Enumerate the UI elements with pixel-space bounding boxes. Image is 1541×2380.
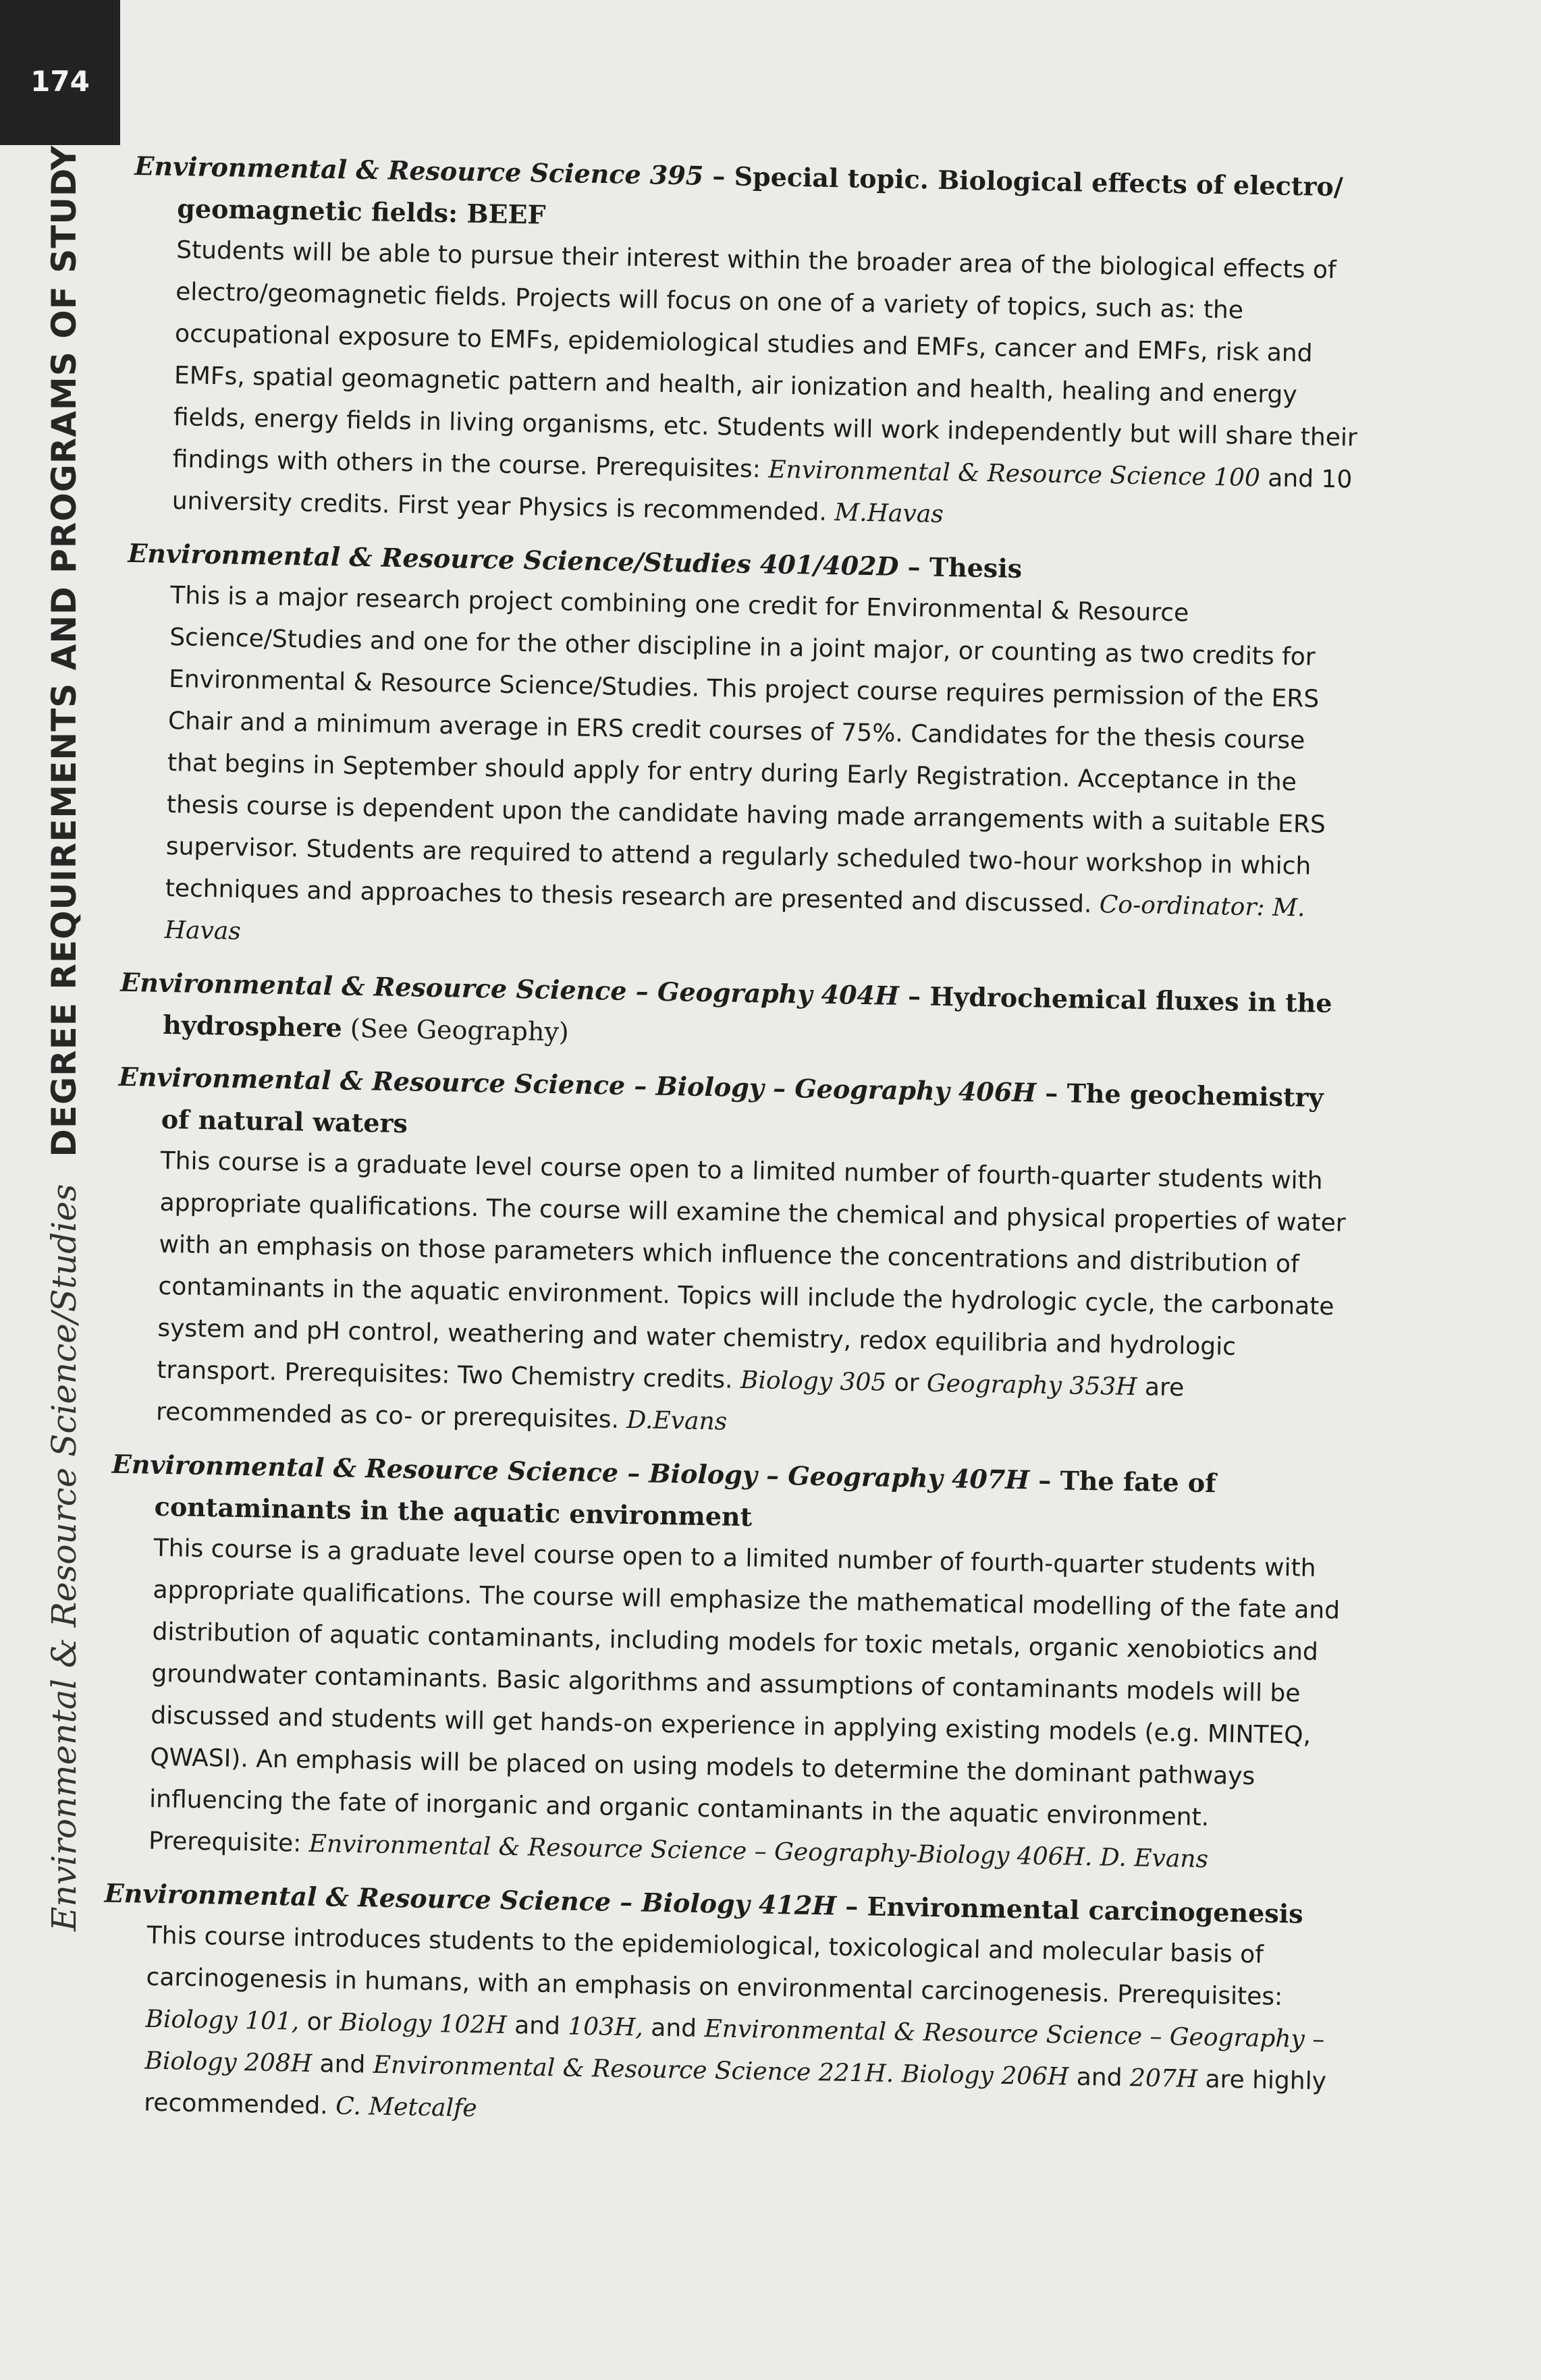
description-text: This is a major research project combining one credit for Environmental & Resource Science/Studies and one for the other discipline in a joint major, or counting as two credits for Environmental & Resource Science/Studies. This project course requires permission of the ERS Chair and a minimum average in ERS credit courses of 75%. Candidates for the thesis course that begins in September should apply for entry during Early Registration. Acceptance in the thesis course is dependent upon the candidate having made arrangements with a suitable ERS supervisor. Students are required to attend a regularly scheduled two-hour workshop in which techniques and approaches to thesis research are presented and discussed. [165, 582, 1326, 919]
course-entry [119, 962, 1356, 1067]
course-title: Hydrochemical fluxes in the hydrosphere [162, 980, 1332, 1043]
course-entry [101, 1873, 1340, 2145]
spine-text [27, 145, 101, 2203]
course-code: Environmental & Resource Science – Biology – Geography 407H [111, 1448, 1030, 1495]
course-description [101, 1914, 1339, 2145]
description-text: and 10 university credits. First year Physics is recommended. [171, 464, 1353, 527]
course-description [105, 1527, 1346, 1883]
description-text: This course is a graduate level course open to a limited number of fourth-quarter students with appropriate qualifications. The course will emphasize the mathematical modelling of the fate and distribution of aquatic contaminants, including models for toxic metals, organic xenobiotics and groundwater contaminants. Basic algorithms and assumptions of contaminants models will be discussed and students will get hands-on experience in applying existing models (e.g. MINTEQ, QWASI). An emphasis will be placed on using models to determine the dominant pathways influencing the fate of inorganic and organic contaminants in the aquatic environment. Prerequisite: [148, 1534, 1341, 1858]
spine-heading: DEGREE REQUIREMENTS AND PROGRAMS OF STUDY [45, 145, 84, 1157]
description-text: Students will be able to pursue their interest within the broader area of the biological effects of electro/geomagnetic fields. Projects will focus on one of a variety of topics, such as: the occupational exposure to EMFs, epidemiological studies and EMFs, cancer and EMFs, risk and EMFs, spatial geomagnetic pattern and health, air ionization and health, healing and energy fields, energy fields in living organisms, etc. Students will work independently but will share their findings with others in the course. Prerequisites: [172, 236, 1358, 484]
description-italic-text: Environmental & Resource Science – Geography – Biology 208H [144, 2015, 1325, 2078]
course-code: Environmental & Resource Science 395 [134, 150, 704, 191]
course-title: Thesis [929, 551, 1023, 584]
description-italic-text: D.Evans [626, 1406, 728, 1436]
description-text: This course introduces students to the epidemiological, toxicological and molecular basis of carcinogenesis in humans, with an emphasis on environmental carcinogenesis. Prerequisites: [146, 1921, 1283, 2012]
course-code: Environmental & Resource Science – Biology – Geography 406H [118, 1061, 1037, 1108]
description-text: or [886, 1368, 927, 1397]
description-italic-text: Environmental & Resource Science 221H. Biology 206H [373, 2051, 1069, 2091]
course-entry [128, 145, 1370, 543]
spine-section: Environmental & Resource Science/Studies [45, 1184, 84, 1931]
course-heading [119, 962, 1356, 1067]
course-title: The geochemistry of natural waters [161, 1078, 1324, 1139]
course-separator: – [703, 160, 735, 192]
course-separator: – [1029, 1464, 1061, 1496]
page-number-tab [0, 0, 120, 145]
course-note: (See Geography) [342, 1013, 570, 1047]
course-entry [121, 532, 1363, 972]
description-italic-text: C. Metcalfe [335, 2092, 478, 2123]
description-italic-text: Biology 305 [740, 1366, 887, 1397]
course-separator: – [836, 1890, 868, 1922]
description-text: and [643, 2014, 705, 2043]
description-italic-text: Environmental & Resource Science 100 [767, 455, 1261, 493]
course-title: Environmental carcinogenesis [867, 1891, 1304, 1929]
description-italic-text: Biology 101, [145, 2005, 300, 2036]
course-description [128, 229, 1368, 543]
description-text: and [311, 2050, 374, 2079]
description-italic-text: Co-ordinator: M. Havas [164, 891, 1305, 945]
description-italic-text: 103H, [568, 2012, 644, 2042]
description-italic-text: 207H [1129, 2064, 1198, 2093]
course-code: Environmental & Resource Science – Biology 412H [104, 1877, 837, 1921]
description-italic-text: Environmental & Resource Science – Geography-Biology 406H. D. Evans [308, 1829, 1209, 1874]
course-separator: – [1035, 1077, 1068, 1109]
course-title: Special topic. Biological effects of electro/ geomagnetic fields: BEEF [176, 161, 1344, 230]
description-text: This course is a graduate level course open to a limited number of fourth-quarter students with appropriate qualifications. The course will examine the chemical and physical properties of water with an emphasis on those parameters which influence the concentrations and distribution of contaminants in the aquatic environment. Topics will include the hydrologic cycle, the carbonate system and pH control, weathering and water chemistry, redox equilibria and hydrologic transport. Prerequisites: Two Chemistry credits. [156, 1146, 1346, 1394]
course-code: Environmental & Resource Science/Studies 401/402D [128, 537, 899, 582]
course-description [121, 574, 1362, 972]
spine-header [27, 145, 101, 2203]
description-text: or [298, 2008, 340, 2037]
description-text: and [506, 2012, 568, 2041]
description-italic-text: M.Havas [834, 499, 944, 528]
description-text: are highly recommended. [144, 2065, 1327, 2120]
course-separator: – [898, 551, 930, 582]
description-text: and [1069, 2063, 1131, 2093]
course-description [113, 1140, 1353, 1454]
course-code: Environmental & Resource Science – Geography 404H [119, 966, 900, 1011]
description-text: are recommended as co- or prerequisites. [155, 1373, 1185, 1434]
course-entry [105, 1443, 1348, 1883]
course-entry [113, 1056, 1354, 1454]
course-separator: – [898, 980, 930, 1012]
page-number: 174 [30, 65, 90, 98]
course-list [101, 145, 1370, 2155]
description-italic-text: Geography 353H [926, 1369, 1137, 1402]
course-title: The fate of contaminants in the aquatic environment [154, 1465, 1216, 1532]
description-italic-text: Biology 102H [339, 2008, 508, 2040]
